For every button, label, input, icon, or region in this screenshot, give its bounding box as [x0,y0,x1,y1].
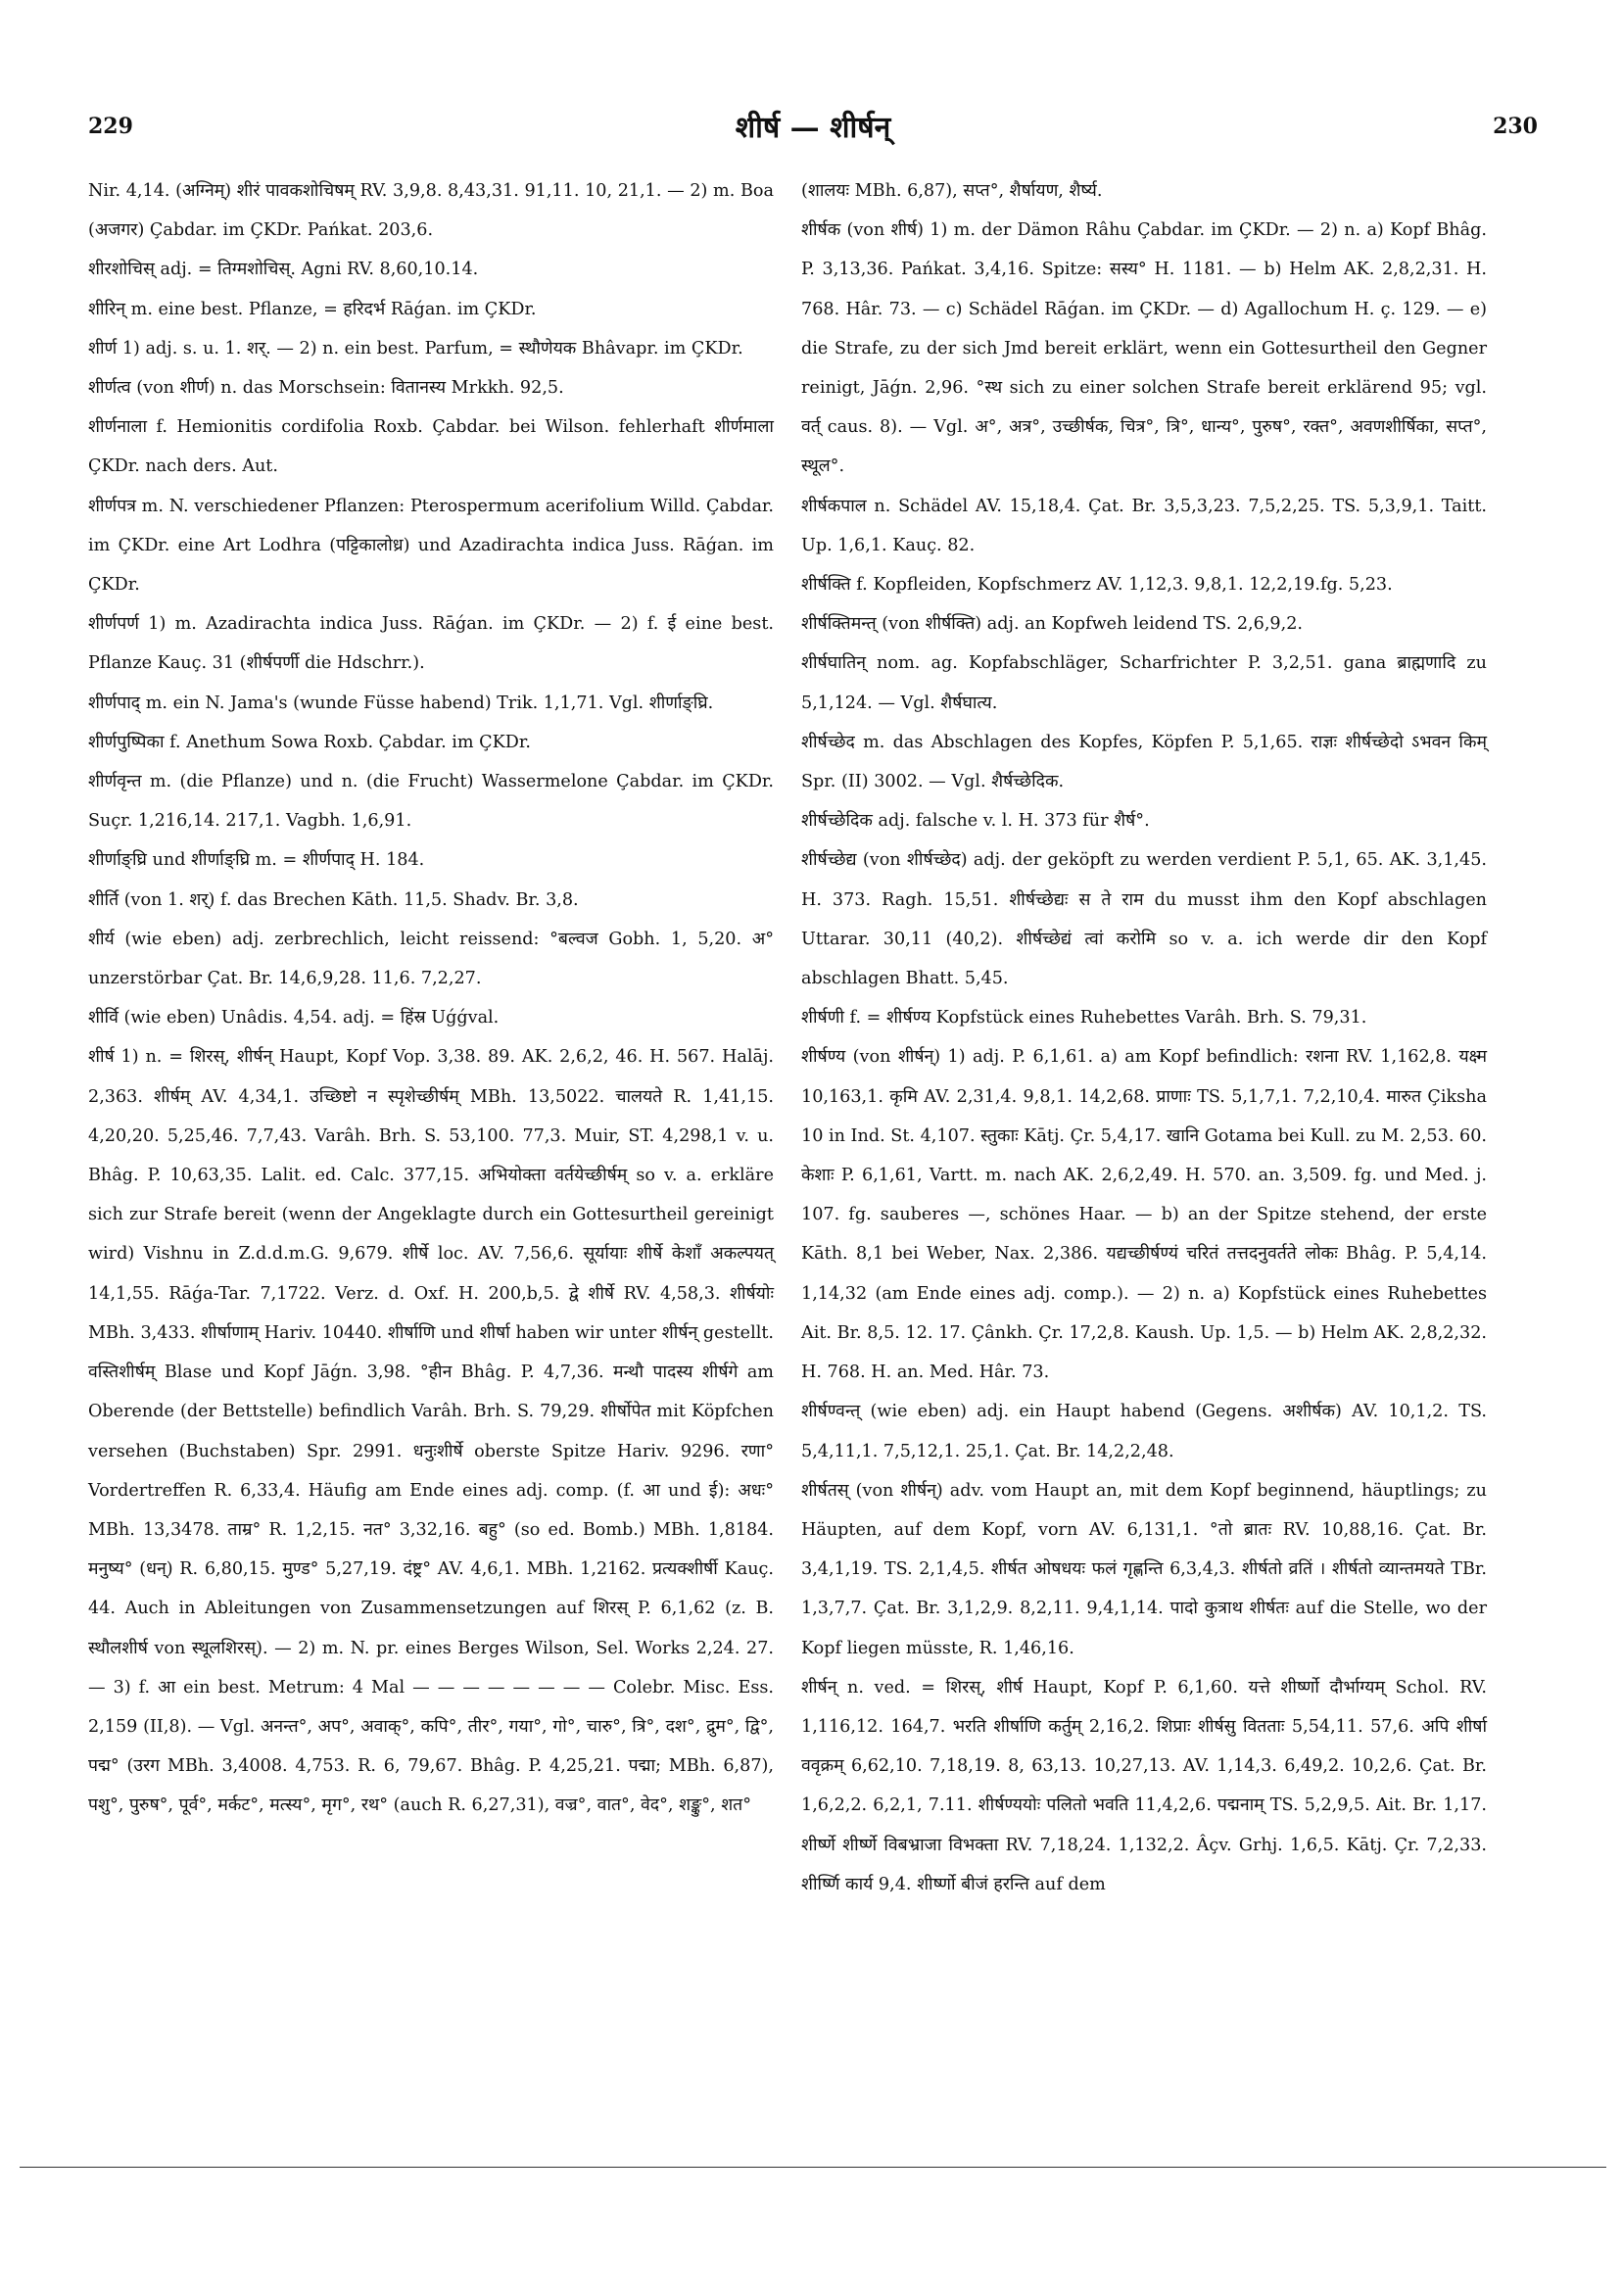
entry-paragraph: शीर्णनाला f. Hemionitis cordifolia Roxb. Çabdar. bei Wilson. fehlerhaft शीर्णमाला ÇKDr. nach ders. Aut. [88,417,774,477]
bottom-rule [20,2167,1606,2168]
entry-paragraph: शीर्षक्तिमन्त् (von शीर्षक्ति) adj. an Kopfweh leidend TS. 2,6,9,2. [801,614,1304,635]
entry-paragraph: शीर्णपाद् m. ein N. Jama's (wunde Füsse habend) Trik. 1,1,71. Vgl. शीर्णाङ्घ्रि. [88,693,714,713]
page-number-left: 229 [88,114,133,139]
entry-paragraph: शीर्षण्वन्त् (wie eben) adj. ein Haupt habend (Gegens. अशीर्षक) AV. 10,1,2. TS. 5,4,11,1. 7,5,12,1. 25,1. Çat. Br. 14,2,2,48. [801,1402,1487,1461]
entry-paragraph: शीर्षकपाल n. Schädel AV. 15,18,4. Çat. Br. 3,5,3,23. 7,5,2,25. TS. 5,3,9,1. Taitt. Up. 1,6,1. Kauç. 82. [801,496,1487,555]
entry-paragraph: शीर्षण्य (von शीर्षन्) 1) adj. P. 6,1,61. a) am Kopf befindlich: रशना RV. 1,162,8. यक्ष्म 10,163,1. कृमि AV. 2,31,4. 9,8,1. 14,2,68. प्राणाः TS. 5,1,7,1. 7,2,10,4. मारुत Çiksha 10 in Ind. St. 4,107. स्तुकाः Kātj. Çr. 5,4,17. खानि Gotama bei Kull. zu M. 2,53. 60. केशाः P. 6,1,61, Vartt. m. nach AK. 2,6,2,49. H. 570. an. 3,509. fg. und Med. j. 107. fg. sauberes —, schönes Haar. — b) an der Spitze stehend, der erste Kāth. 8,1 bei Weber, Nax. 2,386. यद्यच्छीर्षण्यं चरितं तत्तदनुवर्तते लोकः Bhâg. P. 5,4,14. 1,14,32 (am Ende eines adj. comp.). — 2) n. a) Kopfstück eines Ruhebettes Ait. Br. 8,5. 12. 17. Çânkh. Çr. 17,2,8. Kaush. Up. 1,5. — b) Helm AK. 2,8,2,32. H. 768. H. an. Med. Hâr. 73. [801,1047,1487,1383]
entry-paragraph: शीर्णवृन्त m. (die Pflanze) und n. (die Frucht) Wassermelone Çabdar. im ÇKDr. Suçr. 1,216,14. 217,1. Vagbh. 1,6,91. [88,772,774,832]
entry-paragraph: शीर्णपर्ण 1) m. Azadirachta indica Juss. Rāǵan. im ÇKDr. — 2) f. ई eine best. Pflanze Kauç. 31 (शीर्षपर्णी die Hdschrr.). [88,614,774,674]
entry-paragraph: Nir. 4,14. (अग्निम्) शीरं पावकशोचिषम् RV. 3,9,8. 8,43,31. 91,11. 10, 21,1. — 2) m. Boa (अजगर) Çabdar. im ÇKDr. Pańkat. 203,6. [88,181,774,241]
entry-paragraph: शीर्षच्छेदिक adj. falsche v. l. H. 373 für शैर्ष°. [801,811,1150,832]
entry-paragraph: शीर्ण 1) adj. s. u. 1. शर्. — 2) n. ein best. Parfum, = स्थौणेयक Bhâvapr. im ÇKDr. [88,338,743,359]
entry-paragraph: शीर्णपत्र m. N. verschiedener Pflanzen: Pterospermum acerifolium Willd. Çabdar. im ÇKDr. eine Art Lodhra (पट्टिकालोध्र) und Azadirachta indica Juss. Rāǵan. im ÇKDr. [88,496,774,596]
header-title: शीर्ष — शीर्षन् [735,111,891,145]
left-column [88,171,774,1826]
entry-paragraph: शीर्य (wie eben) adj. zerbrechlich, leicht reissend: °बल्वज Gobh. 1, 5,20. अ° unzerstörbar Çat. Br. 14,6,9,28. 11,6. 7,2,27. [88,929,774,989]
entry-paragraph: शीरशोचिस् adj. = तिग्मशोचिस्. Agni RV. 8,60,10.14. [88,260,479,280]
entry-paragraph: शीर्षतस् (von शीर्षन्) adv. vom Haupt an, mit dem Kopf beginnend, häuptlings; zu Häupten, auf dem Kopf, vorn AV. 6,131,1. °तो ब्रातः RV. 10,88,16. Çat. Br. 3,4,1,19. TS. 2,1,4,5. शीर्षत ओषधयः फलं गृह्णन्ति 6,3,4,3. शीर्षतो व्रतिं । शीर्षतो व्यान्तमयते TBr. 1,3,7,7. Çat. Br. 3,1,2,9. 8,2,11. 9,4,1,14. पादो कुत्राथ शीर्षतः auf die Stelle, wo der Kopf liegen müsste, R. 1,46,16. [801,1480,1487,1658]
entry-paragraph: शीर्णत्व (von शीर्ण) n. das Morschsein: वितानस्य Mrkkh. 92,5. [88,378,564,399]
entry-paragraph: शीरिन् m. eine best. Pflanze, = हरिदर्भ Rāǵan. im ÇKDr. [88,299,537,319]
entry-paragraph: शीर्षणी f. = शीर्षण्य Kopfstück eines Ruhebettes Varâh. Brh. S. 79,31. [801,1008,1367,1028]
entry-paragraph: शीर्षक (von शीर्ष) 1) m. der Dämon Râhu Çabdar. im ÇKDr. — 2) n. a) Kopf Bhâg. P. 3,13,36. Pańkat. 3,4,16. Spitze: सस्य° H. 1181. — b) Helm AK. 2,8,2,31. H. 768. Hâr. 73. — c) Schädel Rāǵan. im ÇKDr. — d) Agallochum H. ç. 129. — e) die Strafe, zu der sich Jmd bereit erklärt, wenn ein Gottesurtheil den Gegner reinigt, Jāǵn. 2,96. °स्थ sich zu einer solchen Strafe bereit erklärend 95; vgl. वर्त् caus. 8). — Vgl. अ°, अत्र°, उच्छीर्षक, चित्र°, त्रि°, धान्य°, पुरुष°, रक्त°, अवणशीर्षिका, सप्त°, स्थूल°. [801,220,1487,477]
entry-paragraph: (शालयः MBh. 6,87), सप्त°, शैर्षायण, शैर्ष्य. [801,181,1103,201]
entry-paragraph: शीर्ति (von 1. शर्) f. das Brechen Kāth. 11,5. Shadv. Br. 3,8. [88,889,579,910]
entry-paragraph: शीर्णाङ्घ्रि und शीर्णाङ्घ्रि m. = शीर्णपाद् H. 184. [88,850,425,871]
entry-paragraph: शीर्णपुष्पिका f. Anethum Sowa Roxb. Çabdar. im ÇKDr. [88,732,531,752]
entry-paragraph: शीर्ष 1) n. = शिरस्, शीर्षन् Haupt, Kopf Vop. 3,38. 89. AK. 2,6,2, 46. H. 567. Halāj. 2,363. शीर्षम् AV. 4,34,1. उच्छिष्टो न स्पृशेच्छीर्षम् MBh. 13,5022. चालयते R. 1,41,15. 4,20,20. 5,25,46. 7,7,43. Varâh. Brh. S. 53,100. 77,3. Muir, ST. 4,298,1 v. u. Bhâg. P. 10,63,35. Lalit. ed. Calc. 377,15. अभियोक्ता वर्तयेच्छीर्षम् so v. a. erkläre sich zur Strafe bereit (wenn der Angeklagte durch ein Gottesurtheil gereinigt wird) Vishnu in Z.d.d.m.G. 9,679. शीर्षे loc. AV. 7,56,6. सूर्यायाः शीर्षे केशाँ अकल्पयत् 14,1,55. Rāǵa-Tar. 7,1722. Verz. d. Oxf. H. 200,b,5. द्वे शीर्षे RV. 4,58,3. शीर्षयोः MBh. 3,433. शीर्षाणाम् Hariv. 10440. शीर्षाणि und शीर्षा haben wir unter शीर्षन् gestellt. वस्तिशीर्षम् Blase und Kopf Jāǵn. 3,98. °हीन Bhâg. P. 4,7,36. मन्थौ पादस्य शीर्षगे am Oberende (der Bettstelle) befindlich Varâh. Brh. S. 79,29. शीर्षोपेत mit Köpfchen versehen (Buchstaben) Spr. 2991. धनुःशीर्षे oberste Spitze Hariv. 9296. रणा° Vordertreffen R. 6,33,4. Häufig am Ende eines adj. comp. (f. आ und ई): अधः° MBh. 13,3478. ताम्र° R. 1,2,15. नत° 3,32,16. बहु° (so ed. Bomb.) MBh. 1,8184. मनुष्य° (धन्) R. 6,80,15. मुण्ड° 5,27,19. दंष्ट्र° AV. 4,6,1. MBh. 1,2162. प्रत्यक्शीर्षी Kauç. 44. Auch in Ableitungen von Zusammensetzungen auf शिरस् P. 6,1,62 (z. B. स्थौलशीर्ष von स्थूलशिरस्). — 2) m. N. pr. eines Berges Wilson, Sel. Works 2,24. 27. — 3) f. आ ein best. Metrum: 4 Mal — — — — — — — — Colebr. Misc. Ess. 2,159 (II,8). — Vgl. अनन्त°, अप°, अवाक्°, कपि°, तीर°, गया°, गो°, चारु°, त्रि°, दश°, द्रुम°, द्वि°, पद्म° (उरग MBh. 3,4008. 4,753. R. 6, 79,67. Bhâg. P. 4,25,21. पद्मा; MBh. 6,87), पशु°, पुरुष°, पूर्व°, मर्कट°, मत्स्य°, मृग°, रथ° (auch R. 6,27,31), वज्र°, वात°, वेद°, शङ्कु°, शत° [88,1047,774,1816]
page-number-right: 230 [1493,114,1538,139]
entry-paragraph: शीर्षघातिन् nom. ag. Kopfabschläger, Scharfrichter P. 3,2,51. gana ब्राह्मणादि zu 5,1,124. — Vgl. शैर्षघात्य. [801,653,1487,713]
page-header [88,106,1538,155]
entry-paragraph: शीर्षक्ति f. Kopfleiden, Kopfschmerz AV. 1,12,3. 9,8,1. 12,2,19.fg. 5,23. [801,575,1393,596]
entry-paragraph: शीर्षच्छेद्य (von शीर्षच्छेद) adj. der geköpft zu werden verdient P. 5,1, 65. AK. 3,1,45. H. 373. Ragh. 15,51. शीर्षच्छेद्यः स ते राम du musst ihm den Kopf abschlagen Uttarar. 30,11 (40,2). शीर्षच्छेद्यं त्वां करोमि so v. a. ich werde dir den Kopf abschlagen Bhatt. 5,45. [801,850,1487,989]
entry-paragraph: शीर्वि (wie eben) Unâdis. 4,54. adj. = हिंस्र Uǵǵval. [88,1008,500,1028]
right-column [801,171,1487,1904]
entry-paragraph: शीर्षन् n. ved. = शिरस्, शीर्ष Haupt, Kopf P. 6,1,60. यत्ते शीर्ष्णो दौर्भाग्यम् Schol. RV. 1,116,12. 164,7. भरति शीर्षाणि कर्तुम् 2,16,2. शिप्राः शीर्षसु वितताः 5,54,11. 57,6. अपि शीर्षा ववृक्रम् 6,62,10. 7,18,19. 8, 63,13. 10,27,13. AV. 1,14,3. 6,49,2. 10,2,6. Çat. Br. 1,6,2,2. 6,2,1, 7.11. शीर्षण्ययोः पलितो भवति 11,4,2,6. पद्मनाम् TS. 5,2,9,5. Ait. Br. 1,17. शीर्ष्णे शीर्ष्णे विबभ्राजा विभक्ता RV. 7,18,24. 1,132,2. Âçv. Grhj. 1,6,5. Kātj. Çr. 7,2,33. शीर्ष्णि कार्य 9,4. शीर्ष्णो बीजं हरन्ति auf dem [801,1677,1487,1894]
entry-paragraph: शीर्षच्छेद m. das Abschlagen des Kopfes, Köpfen P. 5,1,65. राज्ञः शीर्षच्छेदो ऽभवन किम् Spr. (II) 3002. — Vgl. शैर्षच्छेदिक. [801,732,1487,792]
